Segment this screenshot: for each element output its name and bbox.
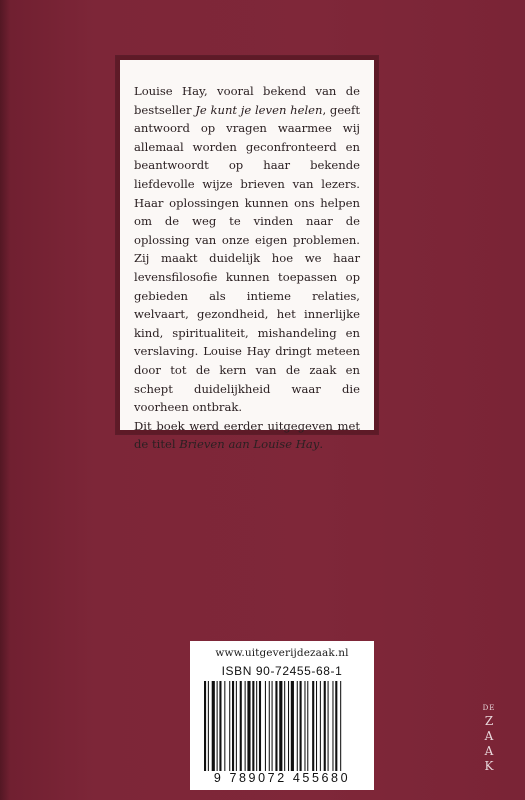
barcode-bar [320,681,321,777]
barcode [198,681,366,785]
barcode-bar [204,681,206,777]
barcode-bar [324,681,326,777]
barcode-bar [291,681,294,777]
barcode-bar [217,681,218,777]
isbn-label: ISBN 90-72455-68-1 [221,664,343,678]
barcode-bar [328,681,329,777]
publisher-logo [479,704,499,774]
barcode-bar [332,681,333,777]
barcode-bar [340,681,341,777]
earlier-title-reference: Brieven aan Louise Hay [179,437,320,452]
blurb-text [134,82,360,454]
barcode-bar [256,681,257,777]
barcode-bar [275,681,277,777]
logo-letter-z: Z [484,714,494,728]
barcode-bar [335,681,337,777]
barcode-bar [224,681,225,777]
barcode-bars [198,681,366,785]
barcode-bar [259,681,261,777]
barcode-bar [272,681,273,777]
logo-letter-a1: A [484,729,494,743]
barcode-bar [312,681,314,777]
barcode-bar [269,681,270,777]
barcode-bar [300,681,302,777]
logo-letter-k: K [484,759,494,773]
logo-de: DE [482,704,496,712]
barcode-bar [219,681,221,777]
barcode-bar [279,681,282,777]
publisher-website: www.uitgeverijdezaak.nl [215,647,349,659]
barcode-bar [316,681,317,777]
blurb-paragraph-main: Louise Hay, vooral bekend van de bestseller Je kunt je leven helen, geeft antwoord op vragen waarmee wij allemaal worden geconfronteerd en beantwoordt op haar bekende liefdevolle wijze brieven van lezers. Haar oplossingen kunnen ons helpen om de weg te vinden naar de oplossing van onze eigen problemen. Zij maakt duidelijk hoe we haar levensfilosofie kunnen toepassen op gebieden als intieme relaties, welvaart, gezondheid, het innerlijke kind, spiritualiteit, mishandeling en verslaving. Louise Hay dringt meteen door tot de kern van de zaak en schept duidelijkheid waar die voorheen ontbrak. [134,84,360,415]
blurb-paragraph-earlier-edition: Dit boek werd eerder uitgegeven met de titel Brieven aan Louise Hay. [134,418,360,452]
barcode-bar [288,681,289,777]
barcode-panel [190,641,374,790]
barcode-bar [297,681,298,777]
logo-letter-a2: A [484,744,494,758]
barcode-bar [208,681,209,777]
barcode-bar [236,681,237,777]
barcode-bar [265,681,266,777]
barcode-bar [229,681,230,777]
barcode-bar [252,681,254,777]
barcode-bar [240,681,242,777]
spine-shadow [0,0,10,800]
barcode-bar [304,681,305,777]
blurb-box [116,56,378,452]
barcode-bar [212,681,215,777]
barcode-bar [232,681,234,777]
barcode-bar [247,681,250,777]
book-title-reference: Je kunt je leven helen [195,102,323,117]
barcode-bar [245,681,246,777]
barcode-bar [284,681,285,777]
barcode-bar [307,681,308,777]
barcode-digits: 9 789072 455680 [198,771,366,785]
